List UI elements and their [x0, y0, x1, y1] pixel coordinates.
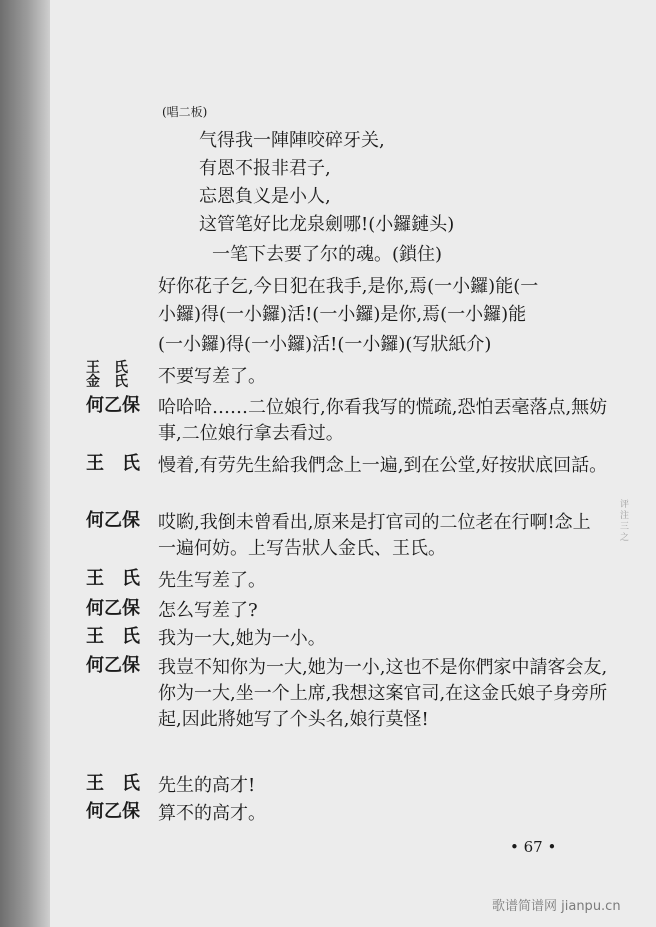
dialogue-entry	[86, 655, 606, 773]
dialogue-text: 怎么写差了?	[158, 600, 258, 621]
dialogue-entry	[86, 773, 606, 803]
aria-line-7: 小鑼)得(一小鑼)活!(一小鑼)是你,焉(一小鑼)能	[158, 304, 527, 325]
dialogue-text: 哎喲,我倒未曾看出,原来是打官司的二位老在行啊!念上一遍何妨。上写告狀人金氏、王氏。	[158, 512, 591, 559]
dialogue-text: 我为一大,她为一小。	[158, 628, 326, 649]
aria-line-3: 忘恩負义是小人,	[199, 186, 331, 207]
dialogue-text: 先生的高才!	[158, 775, 256, 796]
dialogue-entry	[86, 568, 606, 598]
dialogue-text: 先生写差了。	[158, 570, 266, 591]
dialogue-entry	[86, 360, 606, 392]
margin-handwritten-note: 评 注 三 之	[620, 500, 630, 543]
speaker: 何乙保	[86, 801, 140, 822]
aria-label: (唱二板)	[162, 105, 208, 119]
dialogue-entry	[86, 801, 606, 831]
speaker-a: 王 氏	[86, 360, 128, 376]
dialogue-text: 不要写差了。	[158, 366, 266, 387]
aria-line-8: (一小鑼)得(一小鑼)活!(一小鑼)(写狀紙介)	[158, 334, 492, 355]
dialogue-entry	[86, 626, 606, 656]
speaker: 何乙保	[86, 395, 140, 416]
book-binding-gutter	[0, 0, 50, 927]
speaker-b: 金 氏	[86, 374, 128, 390]
dialogue-entry	[86, 598, 606, 628]
aria-line-5: 一笔下去要了尔的魂。(鎖住)	[212, 244, 443, 265]
speaker: 何乙保	[86, 655, 140, 676]
dialogue-text: 哈哈哈……二位娘行,你看我写的慌疏,恐怕丟毫落点,無妨事,二位娘行拿去看过。	[158, 397, 608, 444]
speaker: 王 氏	[86, 568, 140, 589]
dialogue-entry	[86, 510, 606, 570]
dialogue-text: 算不的高才。	[158, 803, 266, 824]
speaker: 王 氏	[86, 626, 140, 647]
speaker: 王 氏	[86, 453, 140, 474]
aria-line-6: 好你花子乞,今日犯在我手,是你,焉(一小鑼)能(一	[158, 276, 539, 297]
page-number: • 67 •	[510, 838, 557, 856]
speaker: 何乙保	[86, 598, 140, 619]
aria-line-4: 这管笔好比龙泉劍哪!(小鑼鏈头)	[199, 214, 455, 235]
speaker: 何乙保	[86, 510, 140, 531]
dialogue-text: 我豈不知你为一大,她为一小,这也不是你們家中請客会友,你为一大,坐一个上席,我想这案官司,在这金氏娘子身旁所起,因此將她写了个头名,娘行莫怪!	[158, 657, 608, 730]
dialogue-entry	[86, 395, 606, 455]
aria-line-1: 气得我一陣陣咬碎牙关,	[199, 130, 385, 151]
aria-line-2: 有恩不报非君子,	[199, 158, 331, 179]
speaker: 王 氏	[86, 773, 140, 794]
dialogue-text: 慢着,有劳先生給我們念上一遍,到在公堂,好按狀底回話。	[158, 455, 608, 476]
site-watermark: 歌谱简谱网 jianpu.cn	[492, 899, 621, 914]
dialogue-entry	[86, 453, 606, 513]
